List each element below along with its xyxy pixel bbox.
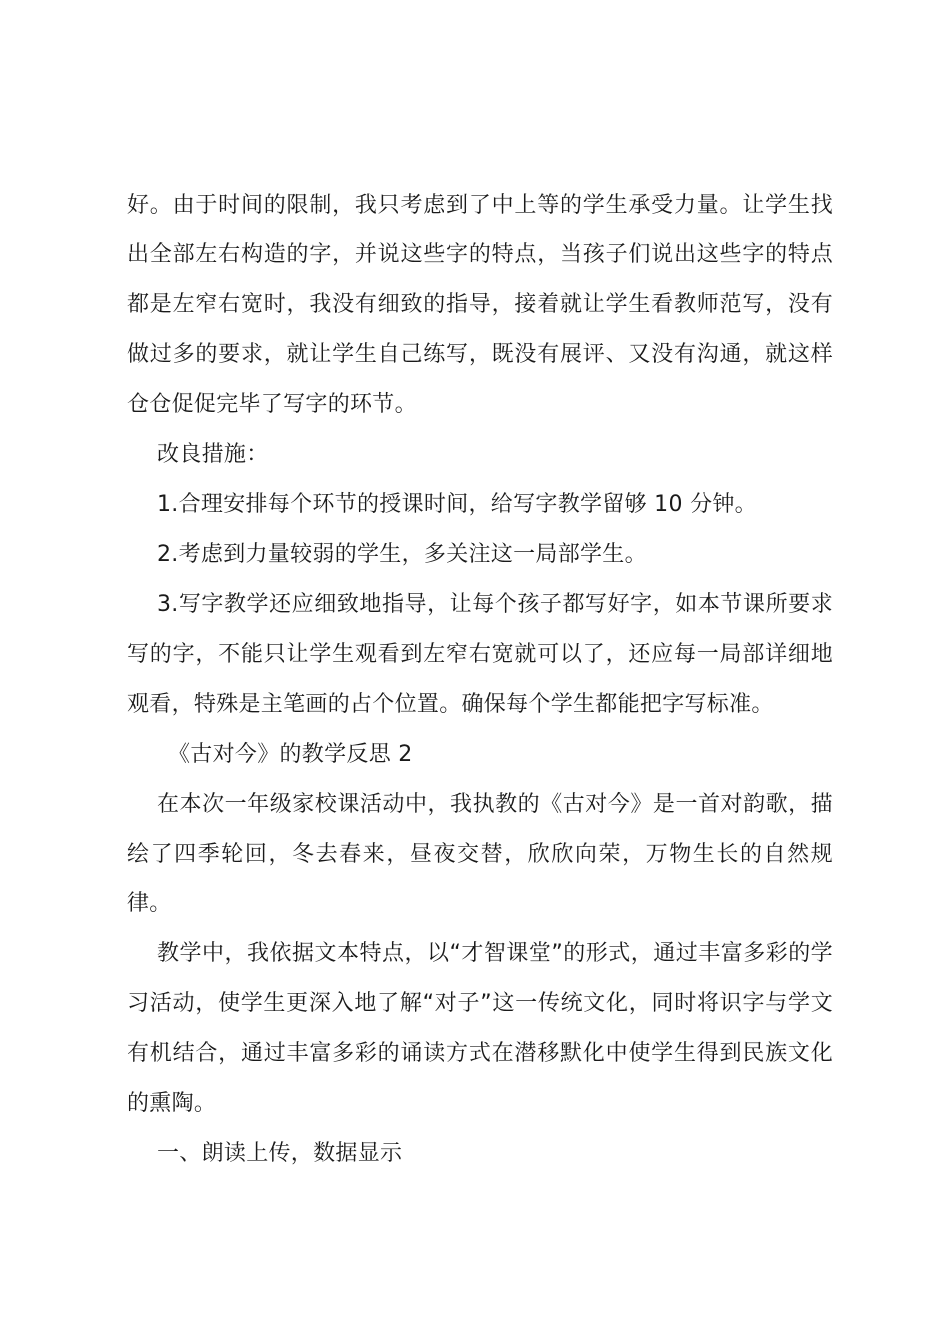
- paragraph-line: 都是左窄右宽时，我没有细致的指导，接着就让学生看教师范写，没有: [127, 292, 833, 317]
- paragraph-line: 写的字，不能只让学生观看到左窄右宽就可以了，还应每一局部详细地: [127, 642, 833, 667]
- section-heading: 改良措施：: [157, 442, 269, 467]
- paragraph-line: 律。: [127, 891, 172, 916]
- section-heading: 一、朗读上传，数据显示: [157, 1141, 403, 1166]
- paragraph-line: 仓仓促促完毕了写字的环节。: [127, 392, 417, 417]
- paragraph-line: 观看，特殊是主笔画的占个位置。确保每个学生都能把字写标准。: [127, 692, 774, 717]
- list-item: 3.写字教学还应细致地指导，让每个孩子都写好字，如本节课所要求: [157, 592, 833, 617]
- paragraph-line: 教学中，我依据文本特点，以“才智课堂”的形式，通过丰富多彩的学: [157, 941, 833, 966]
- paragraph-line: 出全部左右构造的字，并说这些字的特点，当孩子们说出这些字的特点: [127, 242, 833, 267]
- paragraph-line: 的熏陶。: [127, 1091, 217, 1116]
- paragraph-line: 有机结合，通过丰富多彩的诵读方式在潜移默化中使学生得到民族文化: [127, 1041, 833, 1066]
- paragraph-line: 绘了四季轮回，冬去春来，昼夜交替，欣欣向荣，万物生长的自然规: [127, 842, 833, 867]
- paragraph-line: 好。由于时间的限制，我只考虑到了中上等的学生承受力量。让学生找: [127, 193, 833, 218]
- article-title: 《古对今》的教学反思 2: [168, 742, 413, 767]
- paragraph-line: 在本次一年级家校课活动中，我执教的《古对今》是一首对韵歌，描: [157, 792, 833, 817]
- paragraph-line: 习活动，使学生更深入地了解“对子”这一传统文化，同时将识字与学文: [127, 991, 833, 1016]
- list-item: 2.考虑到力量较弱的学生，多关注这一局部学生。: [157, 542, 647, 567]
- list-item: 1.合理安排每个环节的授课时间，给写字教学留够 10 分钟。: [157, 492, 757, 517]
- paragraph-line: 做过多的要求，就让学生自己练写，既没有展评、又没有沟通，就这样: [127, 342, 833, 367]
